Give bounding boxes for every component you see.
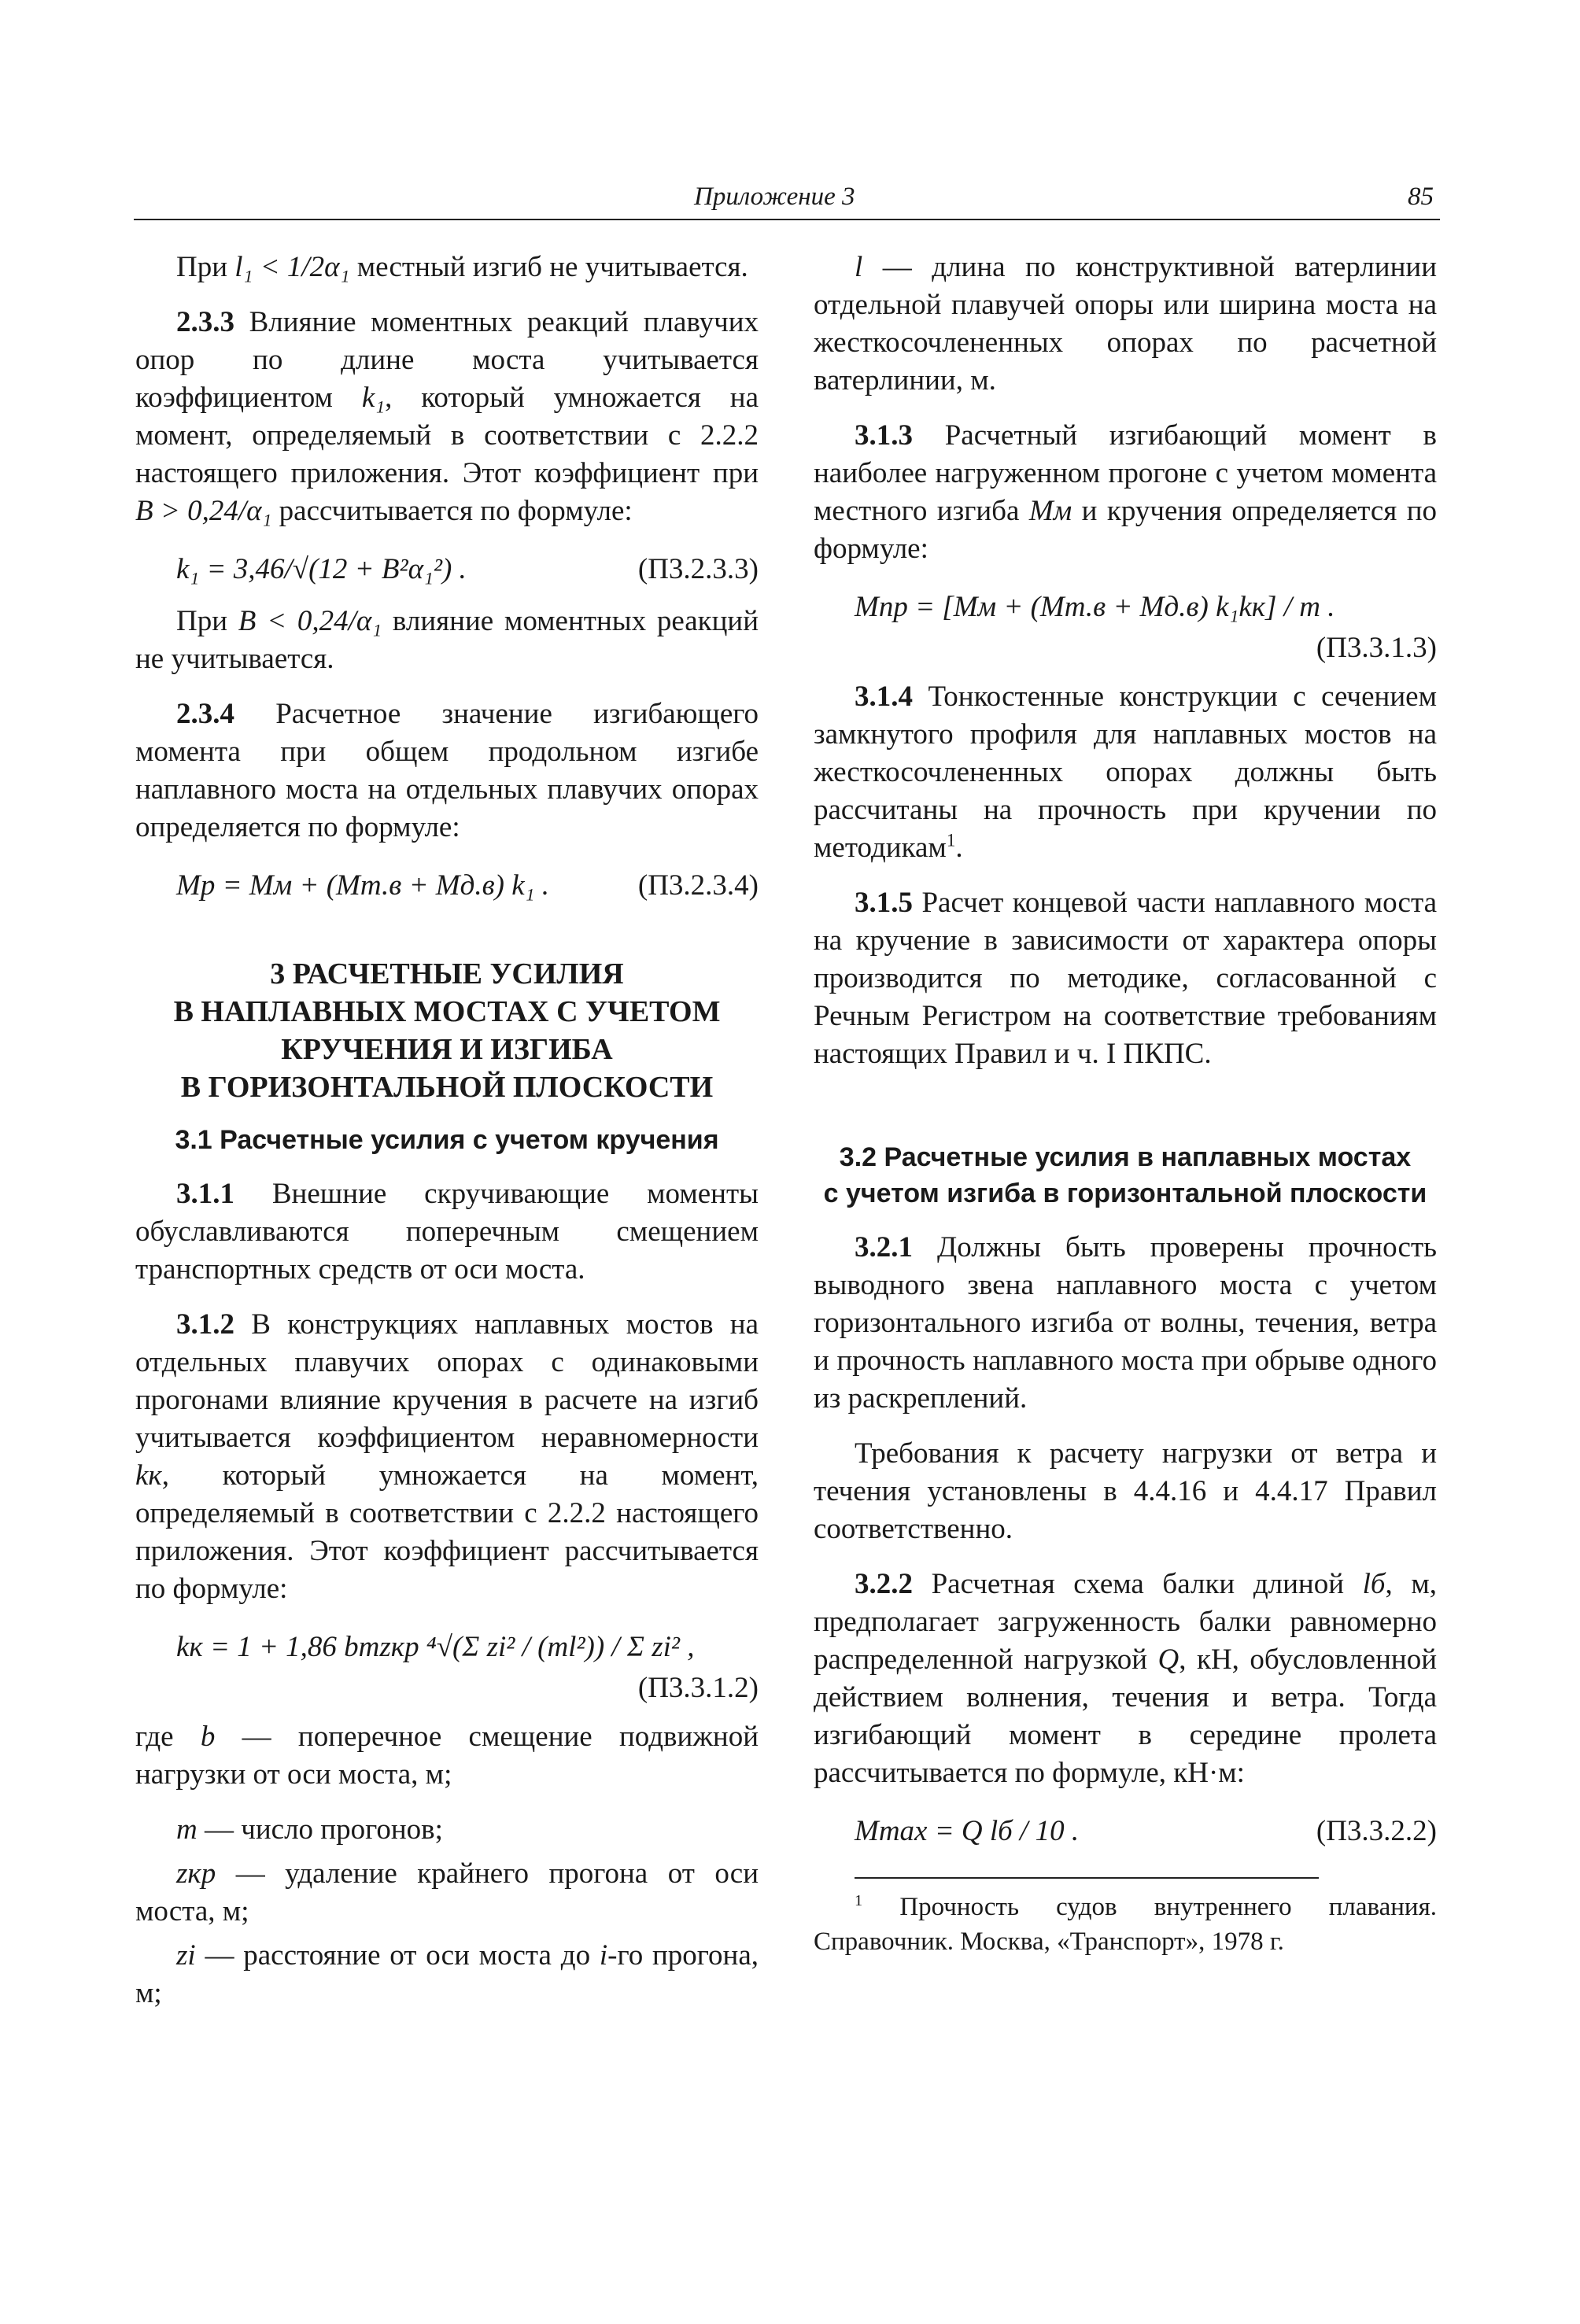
equation-number: (П3.3.2.2) xyxy=(1316,1815,1437,1847)
paragraph: При B < 0,24/α₁ влияние моментных реакций не учитывается. xyxy=(135,605,759,675)
equation-number: (П3.3.1.2) xyxy=(637,1672,759,1704)
inline-math: B < 0,24/α₁ xyxy=(238,605,382,637)
formula-p3-3-2-2 xyxy=(814,1809,1437,1854)
paragraph-3-2-2: 3.2.2 Расчетная схема балки длиной lб, м, предполагает загруженность балки равномерно распределенной нагрузкой Q, кН, обусловленной действием волнения, течения и ветра. Тогда изгибающий момент в середине пролета рассчитывается по формуле, кН·м: xyxy=(814,1568,1438,1789)
definition: m — число прогонов; xyxy=(176,1813,443,1846)
formula-expression: kк = 1 + 1,86 bmzкр ⁴√(Σ zi² / (ml²)) / Σ zi² , xyxy=(176,1631,695,1663)
paragraph-2-3-3: 2.3.3 Влияние моментных реакций плавучих опор по длине моста учитывается коэффициентом k₁, который умножается на момент, определяемый в соответствии с 2.2.2 настоящего приложения. Этот коэффициент при B > 0,24/α₁ рассчитывается по формуле: xyxy=(135,306,759,527)
subsection-heading: 3.2 Расчетные усилия в наплавных мостах с учетом изгиба в горизонтальной плоскости xyxy=(823,1142,1427,1208)
paragraph-2-3-4: 2.3.4 Расчетное значение изгибающего момента при общем продольном изгибе наплавного моста на отдельных плавучих опорах определяется по формуле: xyxy=(135,698,759,843)
equation-number: (П3.2.3.4) xyxy=(637,869,759,902)
paragraph-3-1-2: 3.1.2 В конструкциях наплавных мостов на отдельных плавучих опорах с одинаковыми прогонами влияние кручения в расчете на изгиб учитывается коэффициентом неравномерности kк, который умножается на момент, определяемый в соответствии с 2.2.2 настоящего приложения. Этот коэффициент рассчитывается по формуле: xyxy=(135,1308,759,1605)
clause-number: 2.3.3 xyxy=(176,306,234,338)
header-rule xyxy=(134,219,1440,220)
header-title: Приложение 3 xyxy=(694,183,855,211)
left-column xyxy=(135,249,759,2030)
paragraph-3-1-4: 3.1.4 Тонкостенные конструкции с сечением замкнутого профиля для наплавных мостов на жесткосочлененных опорах должны быть рассчитаны на прочность при кручении по методикам$^1$. xyxy=(814,681,1437,864)
inline-math: zкр xyxy=(176,1857,216,1890)
inline-math: Q xyxy=(1157,1643,1179,1676)
paragraph-3-1-3: 3.1.3 Расчетный изгибающий момент в наиболее нагруженном прогоне с учетом момента местного изгиба Mм и кручения определяется по формуле: xyxy=(814,419,1438,565)
clause-number: 3.1.5 xyxy=(855,887,913,919)
inline-math: lб xyxy=(1362,1568,1386,1600)
formula-expression: k₁ = 3,46/√(12 + B²α₁²) . xyxy=(176,553,467,585)
equation-number: (П3.2.3.3) xyxy=(637,553,759,585)
definition: где b — поперечное смещение подвижной нагрузки от оси моста, м; xyxy=(135,1721,759,1791)
paragraph: Требования к расчету нагрузки от ветра и течения установлены в 4.4.16 и 4.4.17 Правил соответственно. xyxy=(814,1437,1437,1545)
definition: zi — расстояние от оси моста до i-го прогона, м; xyxy=(135,1939,759,2009)
inline-math: l₁ < 1/2α₁ xyxy=(234,251,350,283)
definition: zкр — удаление крайнего прогона от оси моста, м; xyxy=(135,1857,759,1927)
inline-math: zi xyxy=(176,1939,196,1972)
formula-expression: Mр = Mм + (Mт.в + Mд.в) k₁ . xyxy=(176,869,549,902)
clause-number: 3.1.2 xyxy=(176,1308,234,1341)
clause-number: 2.3.4 xyxy=(176,698,234,730)
running-header xyxy=(135,183,1438,219)
paragraph-3-1-5: 3.1.5 Расчет концевой части наплавного моста на кручение в зависимости от характера опоры производится по методике, согласованной с Речным Регистром на соответствие требованиям настоящих Правил и ч. I ПКПС. xyxy=(814,887,1437,1070)
footnote-ref: 1 xyxy=(946,830,956,850)
inline-math: m xyxy=(176,1813,198,1846)
formula-p3-2-3-4 xyxy=(135,864,759,908)
inline-math: B > 0,24/α₁ xyxy=(135,495,272,527)
paragraph-3-1-1: 3.1.1 Внешние скручивающие моменты обуславливаются поперечным смещением транспортных средств от оси моста. xyxy=(135,1178,759,1286)
footnote-marker: 1 xyxy=(855,1892,863,1909)
footnote: $^1$ Прочность судов внутреннего плавания. Справочник. Москва, «Транспорт», 1978 г. xyxy=(814,1892,1438,1956)
formula-p3-2-3-3 xyxy=(135,548,759,592)
formula-p3-3-1-3 xyxy=(814,585,1437,667)
section-heading: 3 РАСЧЕТНЫЕ УСИЛИЯ В НАПЛАВНЫХ МОСТАХ С УЧЕТОМ КРУЧЕНИЯ И ИЗГИБА В ГОРИЗОНТАЛЬНОЙ ПЛОСКОСТИ xyxy=(173,957,721,1104)
formula-expression: Mпр = [Mм + (Mт.в + Mд.в) k₁kк] / m . xyxy=(855,591,1335,623)
footnote-rule xyxy=(855,1877,1319,1879)
inline-math: l xyxy=(855,251,863,283)
definition: l — длина по конструктивной ватерлинии отдельной плавучей опоры или ширина моста на жесткосочлененных опорах по расчетной ватерлинии, м. xyxy=(814,251,1437,397)
clause-number: 3.1.3 xyxy=(855,419,913,452)
clause-number: 3.2.2 xyxy=(855,1568,913,1600)
subsection-heading: 3.1 Расчетные усилия с учетом кручения xyxy=(175,1125,719,1155)
inline-math: kк xyxy=(135,1459,162,1492)
formula-expression: Mmax = Q lб / 10 . xyxy=(855,1815,1080,1847)
inline-math: b xyxy=(200,1721,216,1753)
paragraph-3-2-1: 3.2.1 Должны быть проверены прочность выводного звена наплавного моста с учетом горизонтального изгиба от волны, течения, ветра и прочность наплавного моста при обрыве одного из раскреплений. xyxy=(814,1231,1437,1415)
equation-number: (П3.3.1.3) xyxy=(1316,632,1437,664)
page-number: 85 xyxy=(1408,183,1434,211)
paragraph: При l₁ < 1/2α₁ местный изгиб не учитывается. xyxy=(176,251,748,283)
clause-number: 3.1.1 xyxy=(176,1178,234,1210)
right-column xyxy=(814,249,1437,1959)
inline-math: k₁ xyxy=(361,382,386,414)
inline-math: i xyxy=(599,1939,608,1972)
formula-p3-3-1-2 xyxy=(135,1625,759,1707)
inline-math: Mм xyxy=(1028,495,1072,527)
clause-number: 3.1.4 xyxy=(855,681,913,713)
clause-number: 3.2.1 xyxy=(855,1231,913,1263)
